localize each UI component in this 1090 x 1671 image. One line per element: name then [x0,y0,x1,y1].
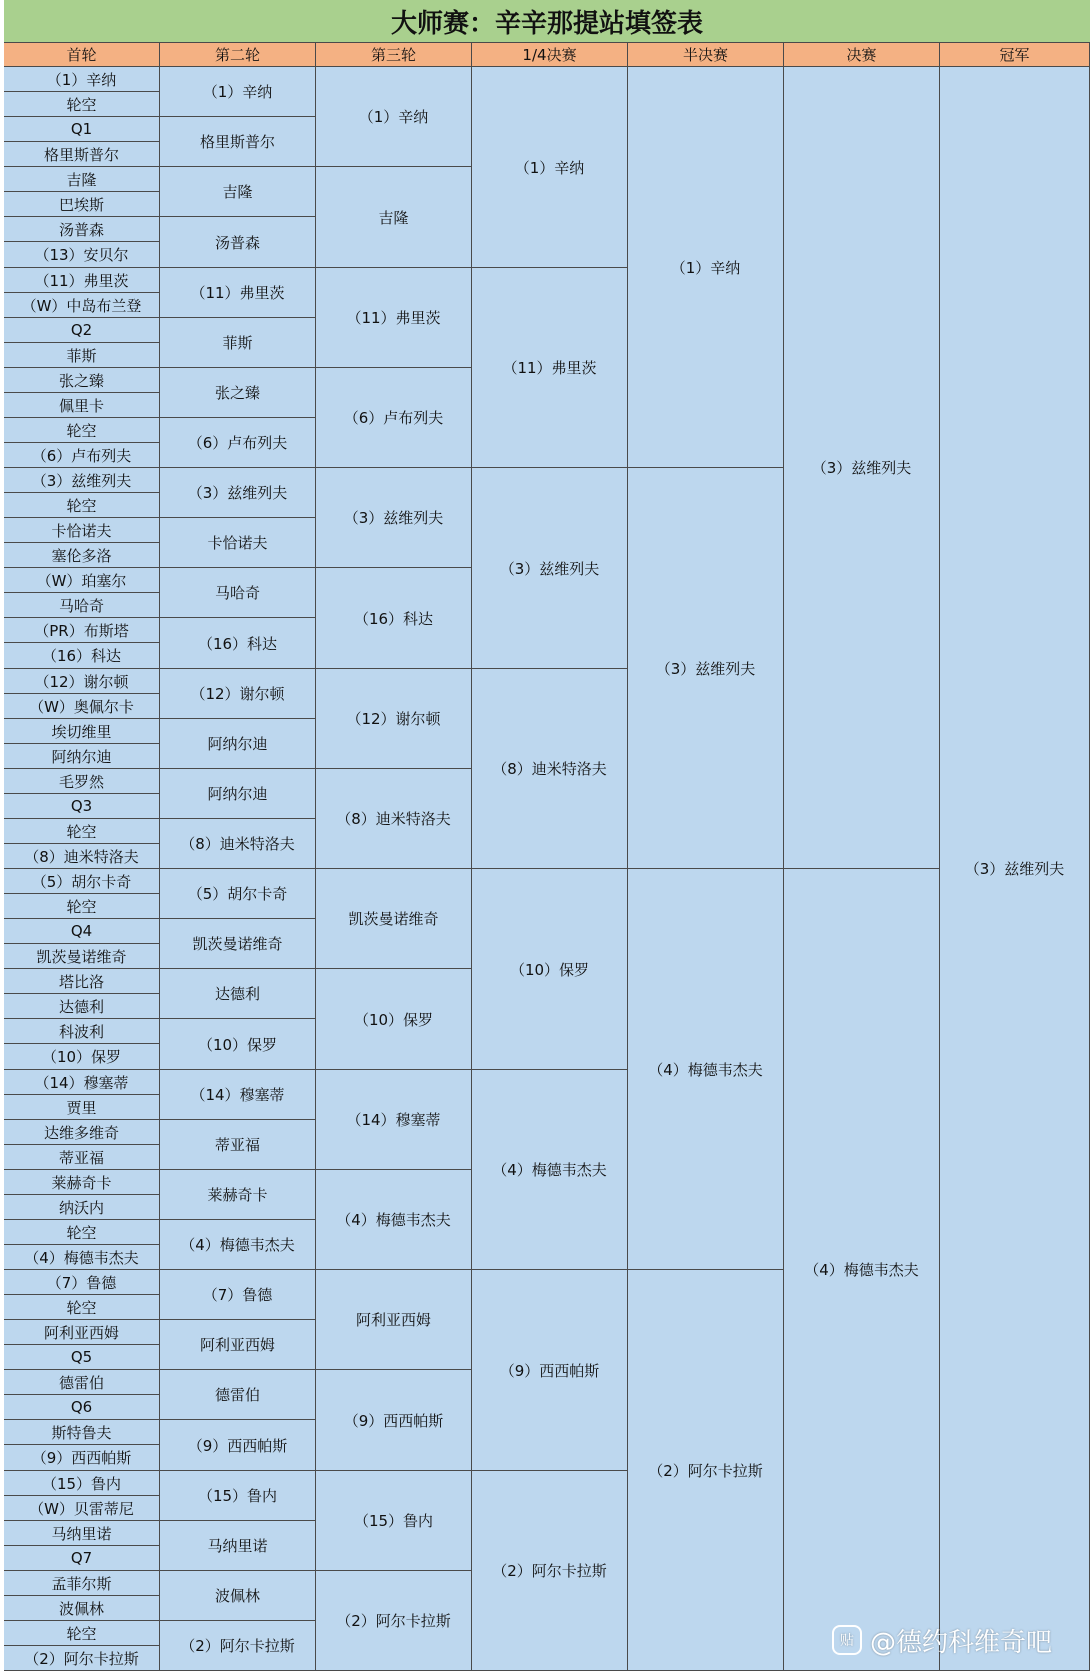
third-round-cell: 凯茨曼诺维奇 [316,869,472,969]
second-round-cell: 达德利 [160,969,316,1019]
header-quarterfinal: 1/4决赛 [472,43,628,67]
third-round-cell: （8）迪米特洛夫 [316,769,472,869]
quarterfinal-cell: （10）保罗 [472,869,628,1070]
first-round-cell: Q3 [4,794,160,819]
first-round-cell: （11）弗里茨 [4,268,160,293]
second-round-cell: （3）兹维列夫 [160,468,316,518]
second-round-cell: （8）迪米特洛夫 [160,819,316,869]
first-round-cell: 阿纳尔迪 [4,744,160,769]
second-round-cell: 菲斯 [160,318,316,368]
page-title: 大师赛：辛辛那提站填签表 [4,0,1090,43]
first-round-cell: 佩里卡 [4,393,160,418]
first-round-cell: （12）谢尔顿 [4,669,160,694]
third-round-cell: （11）弗里茨 [316,268,472,368]
first-round-cell: （1）辛纳 [4,67,160,92]
champion-cell: （3）兹维列夫 [940,67,1090,1671]
quarterfinal-cell: （3）兹维列夫 [472,468,628,669]
semifinal-cell: （1）辛纳 [628,67,784,468]
first-round-cell: （10）保罗 [4,1044,160,1070]
second-round-cell: （10）保罗 [160,1019,316,1070]
first-round-cell: 埃切维里 [4,719,160,744]
second-round-cell: 蒂亚福 [160,1120,316,1170]
third-round-cell: （15）鲁内 [316,1471,472,1571]
quarterfinal-cell: （9）西西帕斯 [472,1270,628,1471]
watermark-text: @德约科维奇吧 [870,1627,1053,1658]
first-round-cell: 波佩林 [4,1596,160,1621]
first-round-cell: 轮空 [4,1621,160,1646]
tieba-paw-icon: 贴 [832,1625,862,1655]
third-round-cell: （9）西西帕斯 [316,1370,472,1471]
quarterfinal-cell: （1）辛纳 [472,67,628,268]
second-round-cell: 格里斯普尔 [160,117,316,167]
quarterfinal-cell: （4）梅德韦杰夫 [472,1070,628,1270]
first-round-cell: 凯茨曼诺维奇 [4,944,160,969]
first-round-cell: （5）胡尔卡奇 [4,869,160,894]
first-round-cell: 德雷伯 [4,1370,160,1395]
first-round-cell: （9）西西帕斯 [4,1445,160,1471]
first-round-cell: Q4 [4,919,160,944]
first-round-cell: 蒂亚福 [4,1145,160,1170]
third-round-cell: （16）科达 [316,568,472,669]
first-round-cell: （W）珀塞尔 [4,568,160,593]
header-first-round: 首轮 [4,43,160,67]
first-round-cell: 达维多维奇 [4,1120,160,1145]
second-round-cell: （11）弗里茨 [160,268,316,318]
header-third-round: 第三轮 [316,43,472,67]
third-round-cell: （12）谢尔顿 [316,669,472,769]
first-round-cell: （PR）布斯塔 [4,618,160,643]
first-round-cell: 孟菲尔斯 [4,1571,160,1596]
first-round-cell: 斯特鲁夫 [4,1420,160,1445]
first-round-cell: （3）兹维列夫 [4,468,160,493]
second-round-cell: （14）穆塞蒂 [160,1070,316,1120]
header-semifinal: 半决赛 [628,43,784,67]
watermark [832,1622,1052,1658]
second-round-cell: 阿纳尔迪 [160,719,316,769]
second-round-cell: 莱赫奇卡 [160,1170,316,1220]
first-round-cell: 马哈奇 [4,593,160,618]
first-round-cell: （14）穆塞蒂 [4,1070,160,1095]
first-round-cell: 轮空 [4,493,160,518]
first-round-cell: 塔比洛 [4,969,160,994]
semifinal-cell: （4）梅德韦杰夫 [628,869,784,1270]
second-round-cell: 马哈奇 [160,568,316,618]
second-round-cell: （12）谢尔顿 [160,669,316,719]
final-cell: （3）兹维列夫 [784,67,940,869]
first-round-cell: Q6 [4,1395,160,1420]
first-round-cell: 塞伦多洛 [4,543,160,568]
first-round-cell: 轮空 [4,1295,160,1320]
quarterfinal-cell: （2）阿尔卡拉斯 [472,1471,628,1671]
first-round-cell: Q2 [4,318,160,343]
second-round-cell: （2）阿尔卡拉斯 [160,1621,316,1671]
first-round-cell: 莱赫奇卡 [4,1170,160,1195]
quarterfinal-cell: （8）迪米特洛夫 [472,669,628,869]
first-round-cell: 轮空 [4,92,160,117]
first-round-cell: 卡恰诺夫 [4,518,160,543]
first-round-cell: （8）迪米特洛夫 [4,844,160,869]
second-round-cell: （6）卢布列夫 [160,418,316,468]
quarterfinal-cell: （11）弗里茨 [472,268,628,468]
third-round-cell: 阿利亚西姆 [316,1270,472,1370]
second-round-cell: 波佩林 [160,1571,316,1621]
first-round-cell: 轮空 [4,418,160,443]
second-round-cell: 卡恰诺夫 [160,518,316,568]
second-round-cell: 阿纳尔迪 [160,769,316,819]
first-round-cell: Q7 [4,1546,160,1571]
first-round-cell: 贾里 [4,1095,160,1120]
header-second-round: 第二轮 [160,43,316,67]
first-round-cell: （4）梅德韦杰夫 [4,1245,160,1270]
first-round-cell: 纳沃内 [4,1195,160,1220]
second-round-cell: （16）科达 [160,618,316,669]
third-round-cell: （1）辛纳 [316,67,472,167]
first-round-cell: Q1 [4,117,160,142]
third-round-cell: （6）卢布列夫 [316,368,472,468]
second-round-cell: 德雷伯 [160,1370,316,1420]
first-round-cell: 张之臻 [4,368,160,393]
second-round-cell: （9）西西帕斯 [160,1420,316,1471]
first-round-cell: 毛罗然 [4,769,160,794]
semifinal-cell: （3）兹维列夫 [628,468,784,869]
third-round-cell: （2）阿尔卡拉斯 [316,1571,472,1671]
first-round-cell: （6）卢布列夫 [4,443,160,468]
first-round-cell: 达德利 [4,994,160,1019]
first-round-cell: （W）中岛布兰登 [4,293,160,318]
first-round-cell: 吉隆 [4,167,160,192]
first-round-cell: 格里斯普尔 [4,142,160,167]
first-round-cell: 轮空 [4,894,160,919]
third-round-cell: （14）穆塞蒂 [316,1070,472,1170]
first-round-cell: 马纳里诺 [4,1521,160,1546]
second-round-cell: 阿利亚西姆 [160,1320,316,1370]
second-round-cell: （1）辛纳 [160,67,316,117]
first-round-cell: 阿利亚西姆 [4,1320,160,1345]
header-final: 决赛 [784,43,940,67]
first-round-cell: Q5 [4,1345,160,1370]
second-round-cell: （7）鲁德 [160,1270,316,1320]
second-round-cell: （5）胡尔卡奇 [160,869,316,919]
first-round-cell: （7）鲁德 [4,1270,160,1295]
second-round-cell: 吉隆 [160,167,316,217]
first-round-cell: 轮空 [4,819,160,844]
first-round-cell: （15）鲁内 [4,1471,160,1496]
second-round-cell: （15）鲁内 [160,1471,316,1521]
second-round-cell: 汤普森 [160,217,316,268]
first-round-cell: 科波利 [4,1019,160,1044]
third-round-cell: 吉隆 [316,167,472,268]
first-round-cell: 巴埃斯 [4,192,160,217]
first-round-cell: 轮空 [4,1220,160,1245]
first-round-cell: （W）奥佩尔卡 [4,694,160,719]
first-round-cell: （W）贝雷蒂尼 [4,1496,160,1521]
third-round-cell: （3）兹维列夫 [316,468,472,568]
first-round-cell: 汤普森 [4,217,160,242]
first-round-cell: （2）阿尔卡拉斯 [4,1646,160,1671]
first-round-cell: （13）安贝尔 [4,242,160,268]
third-round-cell: （10）保罗 [316,969,472,1070]
second-round-cell: 马纳里诺 [160,1521,316,1571]
final-cell: （4）梅德韦杰夫 [784,869,940,1671]
third-round-cell: （4）梅德韦杰夫 [316,1170,472,1270]
semifinal-cell: （2）阿尔卡拉斯 [628,1270,784,1671]
second-round-cell: （4）梅德韦杰夫 [160,1220,316,1270]
first-round-cell: （16）科达 [4,643,160,669]
header-champion: 冠军 [940,43,1090,67]
first-round-cell: 菲斯 [4,343,160,368]
second-round-cell: 张之臻 [160,368,316,418]
second-round-cell: 凯茨曼诺维奇 [160,919,316,969]
